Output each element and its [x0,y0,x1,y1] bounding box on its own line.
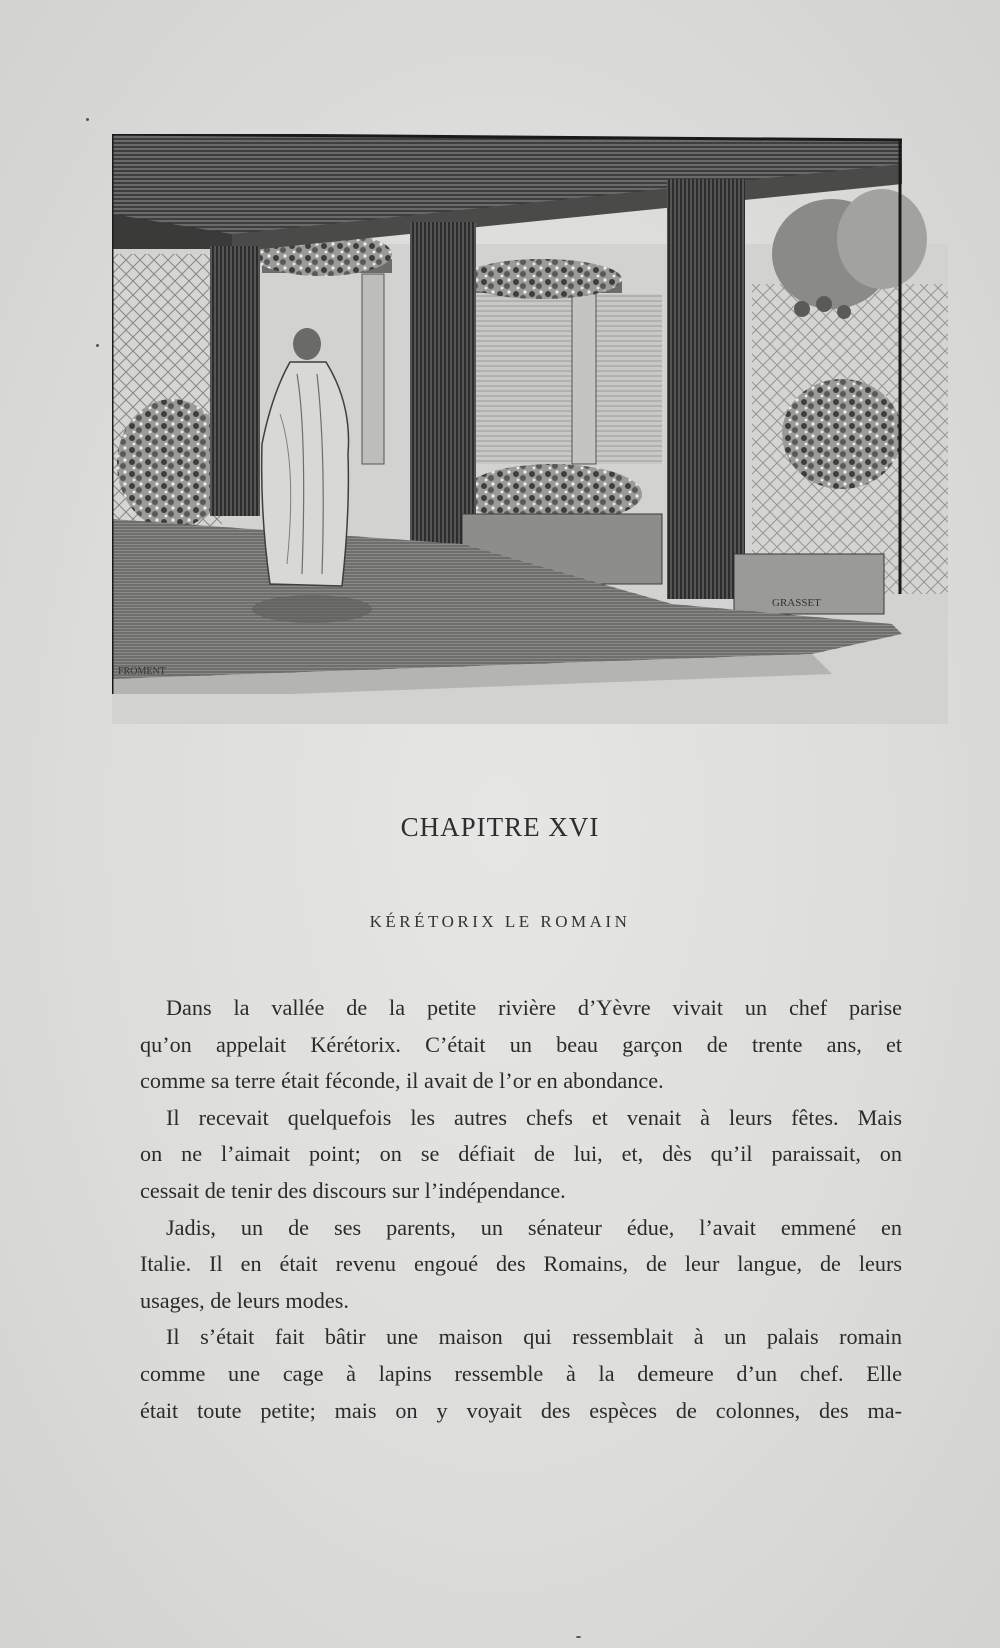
text-line: comme sa terre était féconde, il avait de l’or en abondance. [140,1068,664,1094]
text-line: on ne l’aimait point; on se défiait de lui, et, dès qu’il paraissait, on [140,1141,902,1167]
ink-speck [576,1636,581,1638]
text-line: qu’on appelait Kérétorix. C’était un beau garçon de trente ans, et [140,1031,902,1057]
chapter-title: CHAPITRE XVI [400,812,600,842]
engraving-image [112,134,948,724]
engraver-signature: GRASSET [772,597,821,609]
text-line: était toute petite; mais on y voyait des espèces de colonnes, des ma- [140,1397,902,1423]
paragraph [140,1100,902,1210]
text-line: Il s’était fait bâtir une maison qui ressemblait à un palais romain [166,1324,902,1350]
text-line: usages, de leurs modes. [140,1287,349,1313]
text-line: Il recevait quelquefois les autres chefs et venait à leurs fêtes. Mais [166,1104,902,1130]
chapter-body [140,990,902,1429]
text-line: Italie. Il en était revenu engoué des Romains, de leur langue, de leurs [140,1251,902,1277]
paragraph [140,1319,902,1429]
paragraph [140,990,902,1100]
chapter-illustration [112,134,948,724]
chapter-subtitle: KÉRÉTORIX LE ROMAIN [369,912,631,931]
paragraph [140,1210,902,1320]
text-line: Jadis, un de ses parents, un sénateur édue, l’avait emmené en [166,1214,902,1240]
text-line: Dans la vallée de la petite rivière d’Yèvre vivait un chef parise [166,995,902,1020]
ink-speck [96,344,99,347]
ink-speck [86,118,89,121]
illustrator-signature: FROMENT [118,666,166,677]
text-line: cessait de tenir des discours sur l’indépendance. [140,1177,566,1203]
text-line: comme une cage à lapins ressemble à la demeure d’un chef. Elle [140,1360,902,1386]
